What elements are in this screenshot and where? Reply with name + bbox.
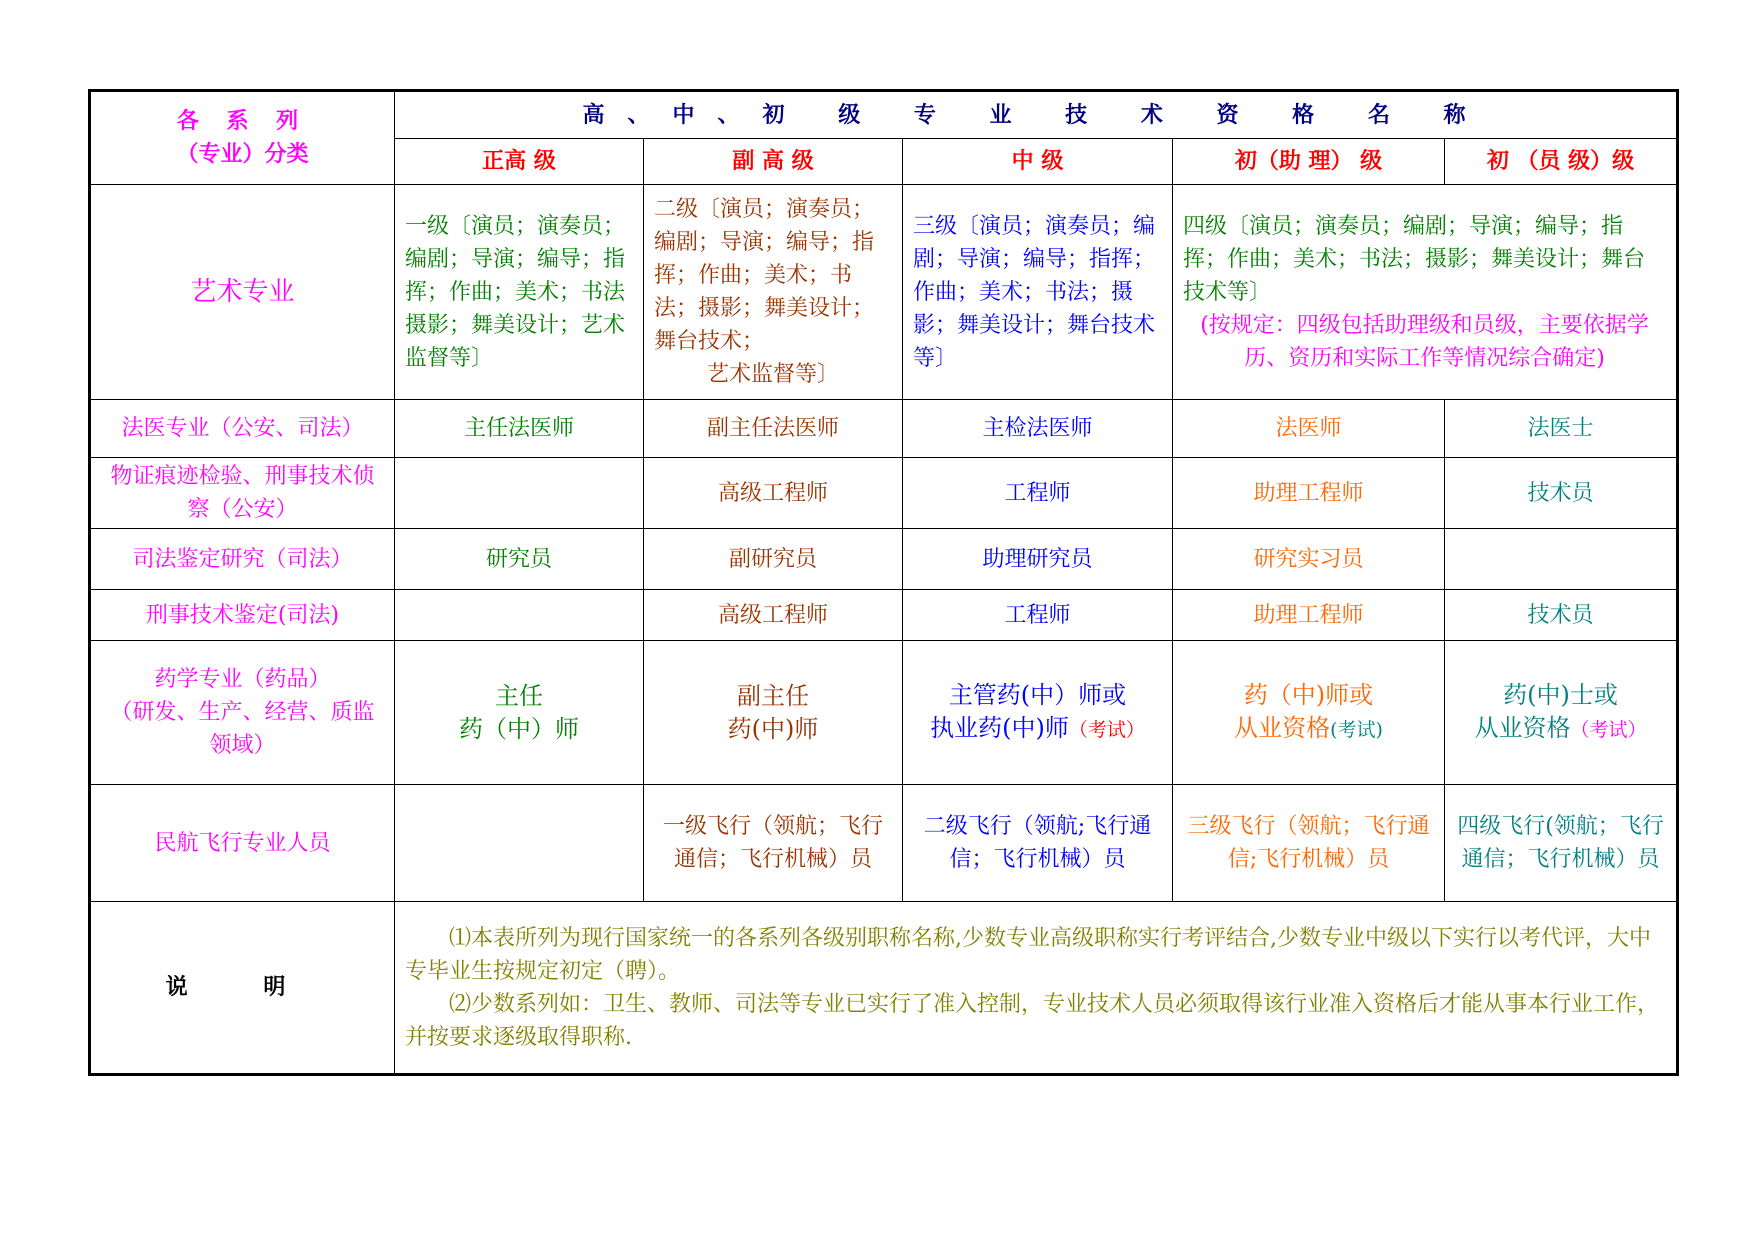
pharma-c1-line2: 药（中）师 (459, 714, 579, 743)
evidence-c4: 助理工程师 (1173, 458, 1445, 529)
aviation-c5: 四级飞行(领航；飞行通信；飞行机械）员 (1445, 785, 1678, 902)
pharma-c2-line2: 药(中)师 (727, 714, 819, 743)
pharma-category-line1: 药学专业（药品） (154, 667, 331, 692)
aviation-c1 (395, 785, 644, 902)
forensic-c3: 主检法医师 (903, 400, 1173, 458)
notes-label: 说 明 (90, 902, 395, 1075)
qualification-table (88, 89, 1679, 1076)
table-row (90, 785, 1678, 902)
pharma-c4 (1173, 641, 1445, 785)
criminal-c4: 助理工程师 (1173, 590, 1445, 641)
level-header-senior: 正高 级 (395, 139, 644, 185)
aviation-c2: 一级飞行（领航；飞行通信；飞行机械）员 (644, 785, 903, 902)
pharma-c1-line1: 主任 (495, 681, 543, 710)
table-row (90, 902, 1678, 1075)
pharma-c4-line2: 从业资格 (1234, 713, 1331, 742)
judicial-c3: 助理研究员 (903, 529, 1173, 590)
pharma-c5-line2: 从业资格 (1474, 713, 1571, 742)
note-1: ⑴本表所列为现行国家统一的各系列各级别职称名称,少数专业高级职称实行考评结合,少数专业中级以下实行以考代评，大中专毕业生按规定初定（聘）。 (405, 925, 1651, 984)
category-header-line1: 各 系 列 (176, 108, 309, 134)
forensic-c5: 法医士 (1445, 400, 1678, 458)
criminal-c5: 技术员 (1445, 590, 1678, 641)
pharma-c3 (903, 641, 1173, 785)
criminal-c2: 高级工程师 (644, 590, 903, 641)
category-header-line2: （专业）分类 (176, 141, 309, 167)
category-aviation: 民航飞行专业人员 (90, 785, 395, 902)
category-forensic: 法医专业（公安、司法） (90, 400, 395, 458)
pharma-c3-line1: 主管药(中）师或 (948, 680, 1127, 709)
pharma-c3-line2: 执业药(中)师 (930, 713, 1069, 742)
forensic-c2: 副主任法医师 (644, 400, 903, 458)
evidence-c3: 工程师 (903, 458, 1173, 529)
evidence-c5: 技术员 (1445, 458, 1678, 529)
pharma-c3-exam: （考试） (1068, 718, 1145, 741)
art-level2-text: 二级〔演员；演奏员；编剧；导演；编导；指挥；作曲；美术；书法；摄影；舞美设计；舞台技术； (654, 197, 875, 354)
table-row (90, 641, 1678, 785)
pharma-c4-line2-wrap (1183, 712, 1434, 747)
art-level4 (1173, 185, 1678, 400)
category-art: 艺术专业 (90, 185, 395, 400)
art-level4-text: 四级〔演员；演奏员；编剧；导演；编导；指挥；作曲；美术；书法；摄影；舞美设计；舞台技术等〕 (1183, 213, 1646, 305)
table-row (90, 400, 1678, 458)
pharma-c5-exam: （考试） (1570, 718, 1647, 741)
category-criminal: 刑事技术鉴定(司法) (90, 590, 395, 641)
art-level3: 三级〔演员；演奏员；编剧；导演；编导；指挥；作曲；美术；书法；摄影；舞美设计；舞台技术等〕 (903, 185, 1173, 400)
category-evidence: 物证痕迹检验、刑事技术侦察（公安） (90, 458, 395, 529)
aviation-c4: 三级飞行（领航；飞行通信;飞行机械）员 (1173, 785, 1445, 902)
level-header-associate: 副 高 级 (644, 139, 903, 185)
evidence-c1 (395, 458, 644, 529)
note-2: ⑵少数系列如：卫生、教师、司法等专业已实行了准入控制，专业技术人员必须取得该行业准入资格后才能从事本行业工作，并按要求逐级取得职称. (405, 991, 1660, 1050)
table-title: 高、中、初 级 专 业 技 术 资 格 名 称 (395, 91, 1678, 139)
criminal-c3: 工程师 (903, 590, 1173, 641)
pharma-c4-exam: (考试) (1330, 718, 1383, 741)
judicial-c2: 副研究员 (644, 529, 903, 590)
judicial-c5 (1445, 529, 1678, 590)
category-judicial: 司法鉴定研究（司法） (90, 529, 395, 590)
pharma-c2-line1: 副主任 (737, 681, 809, 710)
pharma-c4-line1: 药（中)师或 (1243, 680, 1374, 709)
aviation-c3: 二级飞行（领航;飞行通信；飞行机械）员 (903, 785, 1173, 902)
evidence-c2: 高级工程师 (644, 458, 903, 529)
level-header-junior: 初 （员 级）级 (1445, 139, 1678, 185)
table-row (90, 458, 1678, 529)
art-level4-note: (按规定：四级包括助理级和员级，主要依据学历、资历和实际工作等情况综合确定) (1200, 312, 1649, 371)
art-level2-tail: 艺术监督等〕 (706, 362, 839, 387)
pharma-c5-line1: 药(中)士或 (1503, 680, 1618, 709)
category-pharma (90, 641, 395, 785)
category-header (90, 91, 395, 185)
pharma-c5-line2-wrap (1455, 712, 1666, 747)
table-row (90, 185, 1678, 400)
level-header-intermediate: 中 级 (903, 139, 1173, 185)
table-row (90, 590, 1678, 641)
criminal-c1 (395, 590, 644, 641)
pharma-c5 (1445, 641, 1678, 785)
art-level2 (644, 185, 903, 400)
pharma-c1 (395, 641, 644, 785)
forensic-c4: 法医师 (1173, 400, 1445, 458)
pharma-c2 (644, 641, 903, 785)
judicial-c4: 研究实习员 (1173, 529, 1445, 590)
pharma-category-line2: （研发、生产、经营、质监领域） (110, 700, 375, 758)
forensic-c1: 主任法医师 (395, 400, 644, 458)
pharma-c3-line2-wrap (913, 712, 1162, 747)
judicial-c1: 研究员 (395, 529, 644, 590)
art-level1: 一级〔演员；演奏员；编剧；导演；编导；指挥；作曲；美术；书法摄影；舞美设计；艺术监督等〕 (395, 185, 644, 400)
notes-content (395, 902, 1678, 1075)
table-row (90, 529, 1678, 590)
level-header-assistant: 初（助 理） 级 (1173, 139, 1445, 185)
